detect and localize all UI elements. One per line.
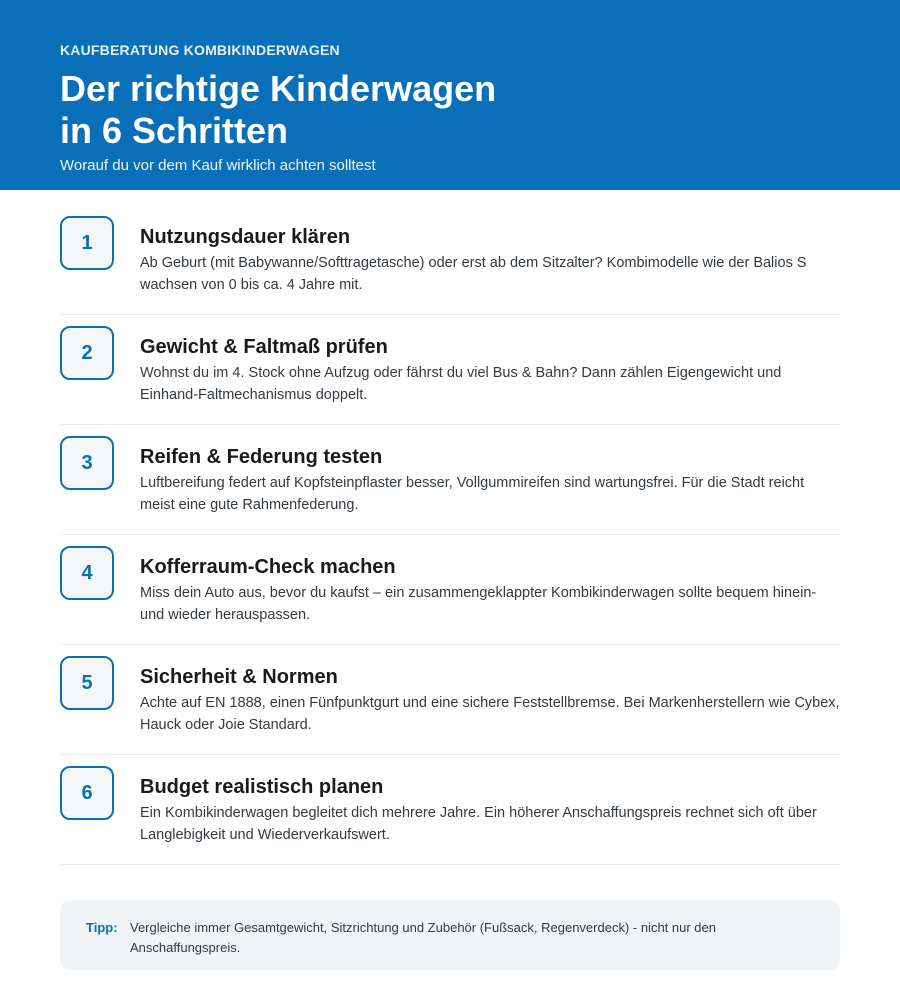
header-banner [0,0,900,190]
page-title-line-1: Der richtige Kinderwagen [60,68,497,109]
page-subtitle: Worauf du vor dem Kauf wirklich achten solltest [60,157,376,174]
step-number-badge: 5 [60,656,114,710]
step-description: Miss dein Auto aus, bevor du kaufst – ein zusammengeklappter Kombikinderwagen sollte bequem hinein- und wieder herauspassen. [140,585,817,623]
step-description: Ab Geburt (mit Babywanne/Softtragetasche) oder erst ab dem Sitzalter? Kombimodelle wie der Balios S wachsen von 0 bis ca. 4 Jahre mit. [140,255,807,293]
page-title [60,68,760,152]
step-item [60,756,840,865]
step-item [60,426,840,535]
eyebrow-label: KAUFBERATUNG KOMBIKINDERWAGEN [60,42,340,58]
step-title: Kofferraum-Check machen [140,556,396,578]
step-number-badge: 1 [60,216,114,270]
step-description: Wohnst du im 4. Stock ohne Aufzug oder fährst du viel Bus & Bahn? Dann zählen Eigengewicht und Einhand-Faltmechanismus doppelt. [140,365,782,403]
page-title-line-2: in 6 Schritten [60,110,289,151]
step-item [60,316,840,425]
step-item [60,536,840,645]
step-title: Sicherheit & Normen [140,666,338,688]
step-number-badge: 6 [60,766,114,820]
tip-label: Tipp: [86,920,118,935]
tip-text: Vergleiche immer Gesamtgewicht, Sitzrichtung und Zubehör (Fußsack, Regenverdeck) - nicht nur den Anschaffungspreis. [130,920,716,955]
tip-box [60,900,840,970]
step-number-badge: 2 [60,326,114,380]
step-item [60,206,840,315]
step-title: Gewicht & Faltmaß prüfen [140,336,388,358]
step-description: Luftbereifung federt auf Kopfsteinpflaster besser, Vollgummireifen sind wartungsfrei. Für die Stadt reicht meist eine gute Rahmenfederung. [140,475,805,513]
step-title: Budget realistisch planen [140,776,384,798]
step-title: Nutzungsdauer klären [140,226,351,248]
step-item [60,646,840,755]
step-number-badge: 3 [60,436,114,490]
step-description: Achte auf EN 1888, einen Fünfpunktgurt und eine sichere Feststellbremse. Bei Markenherstellern wie Cybex, Hauck oder Joie Standard. [140,695,840,733]
step-number-badge: 4 [60,546,114,600]
step-title: Reifen & Federung testen [140,446,383,468]
step-description: Ein Kombikinderwagen begleitet dich mehrere Jahre. Ein höherer Anschaffungspreis rechnet sich oft über Langlebigkeit und Wiederverkaufswert. [140,805,817,843]
steps-list [60,206,840,866]
